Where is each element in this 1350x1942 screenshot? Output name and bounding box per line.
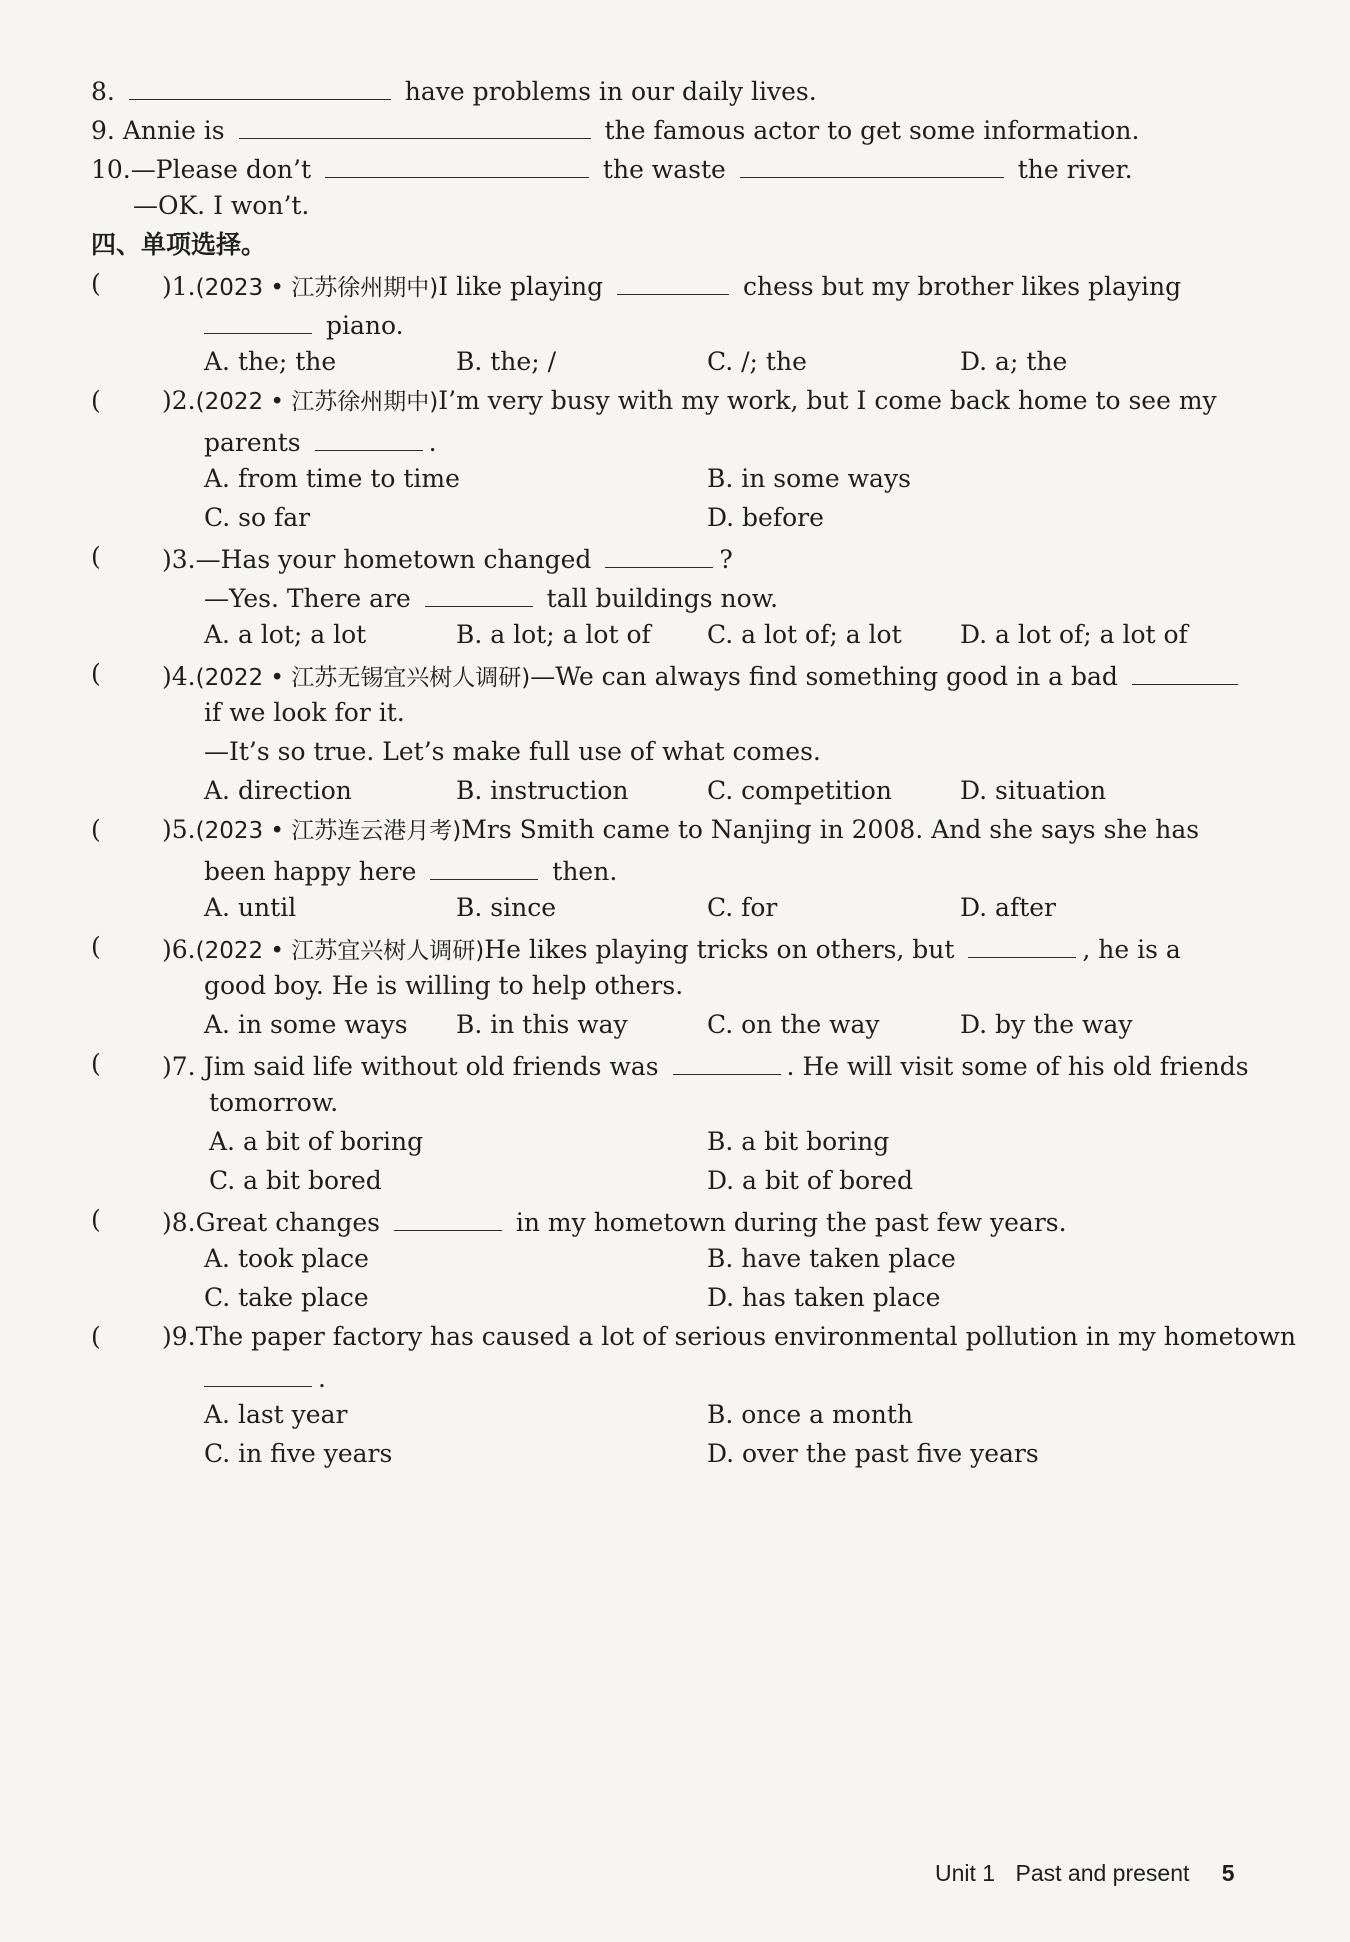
question-4: )4.(2022 • 江苏无锡宜兴树人调研)—We can always find something good in a bad [162, 658, 1244, 694]
question-4-line3: —It’s so true. Let’s make full use of what comes. [204, 737, 821, 766]
answer-paren[interactable]: ( [91, 659, 101, 688]
option-a[interactable]: A. from time to time [204, 464, 460, 493]
question-3: )3.—Has your hometown changed ? [162, 541, 733, 576]
question-6-line2: good boy. He is willing to help others. [204, 971, 684, 1000]
fill-in-q9: 9. Annie is the famous actor to get some information. [91, 112, 1139, 147]
section-heading: 四、单项选择。 [91, 230, 267, 259]
question-9: )9.The paper factory has caused a lot of serious environmental pollution in my hometown [162, 1322, 1296, 1351]
footer-title: Past and present [1015, 1860, 1190, 1886]
option-b[interactable]: B. instruction [456, 776, 629, 805]
answer-paren[interactable]: ( [91, 386, 101, 415]
question-source: (2023 • 江苏徐州期中) [195, 275, 439, 301]
question-5-line2: been happy here then. [204, 853, 617, 888]
option-b[interactable]: B. have taken place [707, 1244, 956, 1273]
footer-unit: Unit 1 [935, 1860, 996, 1886]
question-1-line2: piano. [204, 307, 404, 342]
option-d[interactable]: D. after [960, 893, 1056, 922]
answer-blank[interactable] [430, 853, 538, 880]
answer-paren[interactable]: ( [91, 1205, 101, 1234]
option-d[interactable]: D. a; the [960, 347, 1068, 376]
answer-blank[interactable] [325, 151, 589, 178]
question-9-line2: . [204, 1360, 326, 1395]
answer-paren[interactable]: ( [91, 269, 101, 298]
option-b[interactable]: B. in this way [456, 1010, 628, 1039]
answer-blank[interactable] [617, 268, 729, 295]
page-footer [935, 1858, 1235, 1888]
question-1: )1.(2023 • 江苏徐州期中)I like playing chess but my brother likes playing [162, 268, 1181, 304]
answer-blank[interactable] [129, 73, 391, 100]
answer-blank[interactable] [394, 1204, 502, 1231]
answer-paren[interactable]: ( [91, 1049, 101, 1078]
option-d[interactable]: D. a lot of; a lot of [960, 620, 1188, 649]
option-b[interactable]: B. in some ways [707, 464, 911, 493]
answer-blank[interactable] [740, 151, 1004, 178]
option-d[interactable]: D. before [707, 503, 824, 532]
option-c[interactable]: C. so far [204, 503, 311, 532]
answer-blank[interactable] [605, 541, 713, 568]
answer-blank[interactable] [239, 112, 591, 139]
option-a[interactable]: A. last year [204, 1400, 348, 1429]
option-d[interactable]: D. over the past five years [707, 1439, 1039, 1468]
option-a[interactable]: A. a bit of boring [209, 1127, 424, 1156]
answer-blank[interactable] [968, 931, 1076, 958]
question-source: (2022 • 江苏宜兴树人调研) [195, 938, 485, 964]
answer-paren[interactable]: ( [91, 542, 101, 571]
answer-blank[interactable] [673, 1048, 781, 1075]
question-source: (2023 • 江苏连云港月考) [195, 818, 462, 844]
option-d[interactable]: D. a bit of bored [707, 1166, 913, 1195]
option-c[interactable]: C. /; the [707, 347, 807, 376]
question-2-line2: parents . [204, 424, 437, 459]
answer-paren[interactable]: ( [91, 1322, 101, 1351]
option-a[interactable]: A. until [204, 893, 297, 922]
question-5: )5.(2023 • 江苏连云港月考)Mrs Smith came to Nanjing in 2008. And she says she has [162, 815, 1200, 844]
question-7-line2: tomorrow. [209, 1088, 339, 1117]
option-d[interactable]: D. situation [960, 776, 1107, 805]
option-c[interactable]: C. competition [707, 776, 892, 805]
answer-blank[interactable] [1132, 658, 1238, 685]
option-b[interactable]: B. a lot; a lot of [456, 620, 651, 649]
option-c[interactable]: C. take place [204, 1283, 369, 1312]
question-2: )2.(2022 • 江苏徐州期中)I’m very busy with my work, but I come back home to see my [162, 386, 1217, 415]
option-b[interactable]: B. since [456, 893, 556, 922]
question-8: )8.Great changes in my hometown during the past few years. [162, 1204, 1067, 1239]
answer-paren[interactable]: ( [91, 815, 101, 844]
option-b[interactable]: B. a bit boring [707, 1127, 890, 1156]
option-d[interactable]: D. has taken place [707, 1283, 941, 1312]
answer-blank[interactable] [204, 1360, 312, 1387]
question-7: )7. Jim said life without old friends was . He will visit some of his old friends [162, 1048, 1249, 1083]
option-b[interactable]: B. the; / [456, 347, 556, 376]
answer-blank[interactable] [315, 424, 423, 451]
question-source: (2022 • 江苏徐州期中) [195, 389, 439, 415]
page-number: 5 [1221, 1860, 1235, 1886]
option-c[interactable]: C. a bit bored [209, 1166, 382, 1195]
answer-blank[interactable] [204, 307, 312, 334]
option-c[interactable]: C. on the way [707, 1010, 880, 1039]
option-c[interactable]: C. in five years [204, 1439, 393, 1468]
option-b[interactable]: B. once a month [707, 1400, 914, 1429]
answer-paren[interactable]: ( [91, 932, 101, 961]
option-a[interactable]: A. in some ways [204, 1010, 408, 1039]
question-6: )6.(2022 • 江苏宜兴树人调研)He likes playing tricks on others, but , he is a [162, 931, 1181, 967]
option-a[interactable]: A. direction [204, 776, 352, 805]
question-source: (2022 • 江苏无锡宜兴树人调研) [195, 665, 531, 691]
question-3-line2: —Yes. There are tall buildings now. [204, 580, 778, 615]
fill-in-q10: 10.—Please don’t the waste the river. [91, 151, 1133, 186]
answer-blank[interactable] [425, 580, 533, 607]
option-a[interactable]: A. took place [204, 1244, 369, 1273]
option-a[interactable]: A. the; the [204, 347, 337, 376]
option-a[interactable]: A. a lot; a lot [204, 620, 367, 649]
option-c[interactable]: C. for [707, 893, 778, 922]
option-d[interactable]: D. by the way [960, 1010, 1133, 1039]
fill-in-q10-reply: —OK. I won’t. [133, 191, 310, 220]
question-4-line2: if we look for it. [204, 698, 405, 727]
fill-in-q8: 8. have problems in our daily lives. [91, 73, 817, 108]
option-c[interactable]: C. a lot of; a lot [707, 620, 902, 649]
